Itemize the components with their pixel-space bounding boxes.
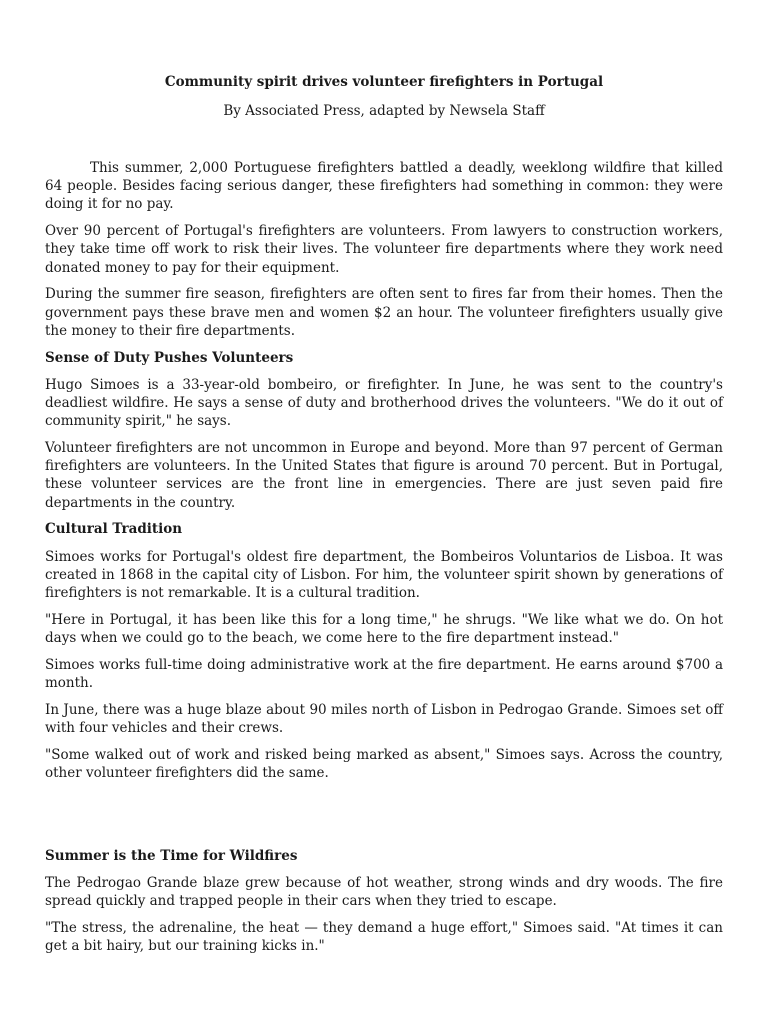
paragraph: Simoes works full-time doing administrative work at the fire department. He earns around $700 a month. [45,656,723,692]
paragraph: Volunteer firefighters are not uncommon in Europe and beyond. More than 97 percent of German firefighters are volunteers. In the United States that figure is around 70 percent. But in Portugal, these volunteer services are the front line in emergencies. There are just seven paid fire departments in the country. [45,440,723,511]
article-title: Community spirit drives volunteer firefighters in Portugal [164,74,604,90]
paragraph: Hugo Simoes is a 33-year-old bombeiro, or firefighter. In June, he was sent to the country's deadliest wildfire. He says a sense of duty and brotherhood drives the volunteers. "We do it out of community spirit," he says. [45,376,723,430]
paragraph: "Some walked out of work and risked being marked as absent," Simoes says. Across the country, other volunteer firefighters did the same. [45,746,723,782]
blank-space [45,791,723,847]
section-heading: Sense of Duty Pushes Volunteers [45,349,294,366]
section-heading: Cultural Tradition [45,521,183,538]
paragraph: Simoes works for Portugal's oldest fire department, the Bombeiros Voluntarios de Lisboa. It was created in 1868 in the capital city of Lisbon. For him, the volunteer spirit shown by generations of firefighters is not remarkable. It is a cultural tradition. [45,548,723,602]
paragraph: In June, there was a huge blaze about 90 miles north of Lisbon in Pedrogao Grande. Simoes set off with four vehicles and their crews. [45,701,723,737]
paragraph: "Here in Portugal, it has been like this for a long time," he shrugs. "We like what we do. On hot days when we could go to the beach, we come here to the fire department instead." [45,611,723,647]
article-byline: By Associated Press, adapted by Newsela Staff [223,103,545,119]
section-heading: Summer is the Time for Wildfires [45,847,298,864]
article-body [45,159,723,964]
paragraph: During the summer fire season, firefighters are often sent to fires far from their homes. Then the government pays these brave men and women $2 an hour. The volunteer firefighters usually give the money to their fire departments. [45,286,723,339]
paragraph: This summer, 2,000 Portuguese firefighters battled a deadly, weeklong wildfire that killed 64 people. Besides facing serious danger, these firefighters had something in common: they were doing it for no pay. [45,160,723,213]
paragraph: "The stress, the adrenaline, the heat — they demand a huge effort," Simoes said. "At times it can get a bit hairy, but our training kicks in." [45,920,723,955]
paragraph: The Pedrogao Grande blaze grew because of hot weather, strong winds and dry woods. The fire spread quickly and trapped people in their cars when they tried to escape. [45,875,723,910]
paragraph: Over 90 percent of Portugal's firefighters are volunteers. From lawyers to construction workers, they take time off work to risk their lives. The volunteer fire departments where they work need donated money to pay for their equipment. [45,223,723,276]
